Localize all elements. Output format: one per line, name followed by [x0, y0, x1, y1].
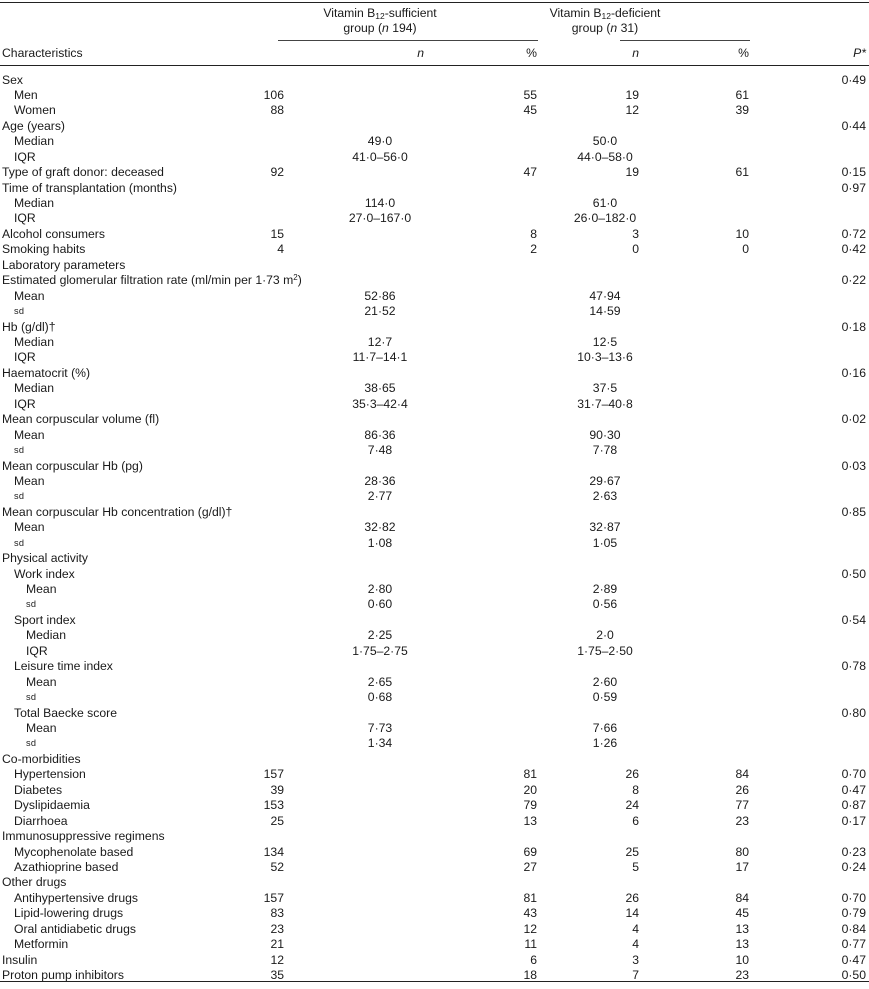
- group2-stat-cell: 1·26: [592, 736, 618, 751]
- group2-stat-cell: 1·05: [592, 535, 618, 550]
- group2-pct-cell: 84: [735, 767, 749, 782]
- group1-stat-cell: 12·7: [367, 334, 393, 349]
- p-value-cell: 0·17: [841, 813, 866, 828]
- group2-pct-cell: 26: [735, 782, 749, 797]
- table-row: [0, 273, 869, 288]
- p-value-cell: 0·42: [841, 242, 866, 257]
- group1-stat-cell: 21·52: [364, 304, 396, 319]
- group1-n-cell: 106: [263, 87, 284, 102]
- row-label: Haematocrit (%): [2, 365, 91, 380]
- row-label: Physical activity: [2, 551, 89, 566]
- table-row: [0, 814, 869, 829]
- row-label: Mean: [14, 427, 45, 442]
- group1-stat-cell: 0·60: [367, 597, 393, 612]
- group2-n-cell: 5: [632, 859, 639, 874]
- table-row: [0, 73, 869, 88]
- row-label: Mean: [14, 288, 45, 303]
- table-row: [0, 366, 869, 381]
- row-label: Median: [14, 381, 54, 396]
- table-top-rule: [0, 2, 869, 3]
- group1-pct-cell: 2: [530, 242, 537, 257]
- group1-stat-cell: 35·3–42·4: [352, 396, 408, 411]
- pct-header-2: %: [738, 46, 749, 60]
- group1-stat-cell: 1·34: [367, 736, 393, 751]
- group1-stat-cell: 52·86: [364, 288, 396, 303]
- group1-stat-cell: 41·0–56·0: [352, 149, 408, 164]
- row-label: Laboratory parameters: [2, 257, 126, 272]
- group1-pct-cell: 27: [523, 859, 537, 874]
- row-label: Insulin: [2, 952, 38, 967]
- group2-stat-cell: 90·30: [589, 427, 621, 442]
- group1-n-cell: 12: [270, 952, 284, 967]
- table-row: [0, 783, 869, 798]
- row-label: Mean: [26, 720, 57, 735]
- table-row: [0, 891, 869, 906]
- group1-pct-cell: 13: [523, 813, 537, 828]
- group2-n-cell: 4: [632, 921, 639, 936]
- group1-stat-cell: 1·75–2·75: [352, 643, 408, 658]
- group1-n-cell: 52: [270, 859, 284, 874]
- row-label: sd: [26, 738, 37, 749]
- row-label: sd: [26, 599, 37, 610]
- p-value-cell: 0·16: [841, 365, 866, 380]
- group2-n-cell: 24: [625, 798, 639, 813]
- group1-pct-cell: 12: [523, 921, 537, 936]
- group1-n-cell: 35: [270, 968, 284, 983]
- p-value-cell: 0·15: [841, 165, 866, 180]
- group2-stat-cell: 50·0: [592, 134, 618, 149]
- group2-stat-cell: 1·75–2·50: [577, 643, 633, 658]
- group1-pct-cell: 8: [530, 226, 537, 241]
- table-row: [0, 860, 869, 875]
- row-label: IQR: [14, 211, 36, 226]
- group2-n-cell: 4: [632, 937, 639, 952]
- group2-n-cell: 8: [632, 782, 639, 797]
- row-label: Total Baecke score: [14, 705, 117, 720]
- group1-pct-cell: 11: [524, 937, 537, 952]
- row-label: Men: [14, 87, 38, 102]
- table-row: [0, 165, 869, 180]
- table-row: [0, 937, 869, 952]
- row-label: sd: [26, 692, 37, 703]
- group1-n-cell: 134: [263, 844, 284, 859]
- table-row: [0, 752, 869, 767]
- group2-pct-cell: 10: [735, 226, 749, 241]
- group2-n-cell: 19: [625, 165, 639, 180]
- table-bottom-rule: [0, 981, 869, 982]
- group1-header: Vitamin $B_{12}$-sufficient group (n 194): [323, 6, 437, 35]
- p-value-cell: 0·54: [841, 612, 866, 627]
- table-row: [0, 211, 869, 226]
- p-value-cell: 0·49: [841, 72, 866, 87]
- group1-stat-cell: 28·36: [364, 473, 396, 488]
- row-label: Age (years): [2, 118, 65, 133]
- table-row: [0, 736, 869, 751]
- table-row: [0, 798, 869, 813]
- group2-n-cell: 3: [632, 226, 639, 241]
- row-label: Immunosuppressive regimens: [2, 829, 165, 844]
- p-value-cell: 0·84: [841, 921, 866, 936]
- row-label: Hb (g/dl)†: [2, 319, 56, 334]
- row-label: Sport index: [14, 612, 76, 627]
- row-label: Alcohol consumers: [2, 226, 105, 241]
- row-label: Estimated glomerular filtration rate (ml/min per 1·73 $m^2$): [2, 273, 302, 288]
- table-row: [0, 520, 869, 535]
- table-row: [0, 258, 869, 273]
- group2-stat-cell: 26·0–182·0: [573, 211, 637, 226]
- group2-pct-cell: 23: [735, 968, 749, 983]
- group2-n-cell: 7: [632, 968, 639, 983]
- group1-n-cell: 157: [263, 767, 284, 782]
- table-row: [0, 675, 869, 690]
- p-value-cell: 0·80: [841, 705, 866, 720]
- pct-header-1: %: [526, 46, 537, 60]
- p-value-cell: 0·85: [841, 504, 866, 519]
- table-row: [0, 690, 869, 705]
- group2-stat-cell: 2·0: [596, 628, 614, 643]
- group1-stat-cell: 2·77: [367, 489, 393, 504]
- table-row: [0, 304, 869, 319]
- header-bottom-rule: [0, 65, 869, 66]
- row-label: Mean corpuscular Hb concentration (g/dl)†: [2, 504, 233, 519]
- row-label: Mean: [14, 473, 45, 488]
- table-row: [0, 350, 869, 365]
- row-label: IQR: [14, 149, 36, 164]
- table-row: [0, 922, 869, 937]
- group2-header: Vitamin $B_{12}$-deficient group (n 31): [549, 6, 661, 35]
- table-row: [0, 767, 869, 782]
- table-row: [0, 875, 869, 890]
- table-row: [0, 397, 869, 412]
- group1-stat-cell: 2·65: [367, 674, 393, 689]
- group1-n-cell: 88: [270, 103, 284, 118]
- group1-pct-cell: 81: [523, 890, 537, 905]
- table-row: [0, 181, 869, 196]
- group2-stat-cell: 29·67: [589, 473, 621, 488]
- group2-pct-cell: 39: [735, 103, 749, 118]
- group2-pct-cell: 61: [735, 165, 749, 180]
- table-row: [0, 474, 869, 489]
- group1-n-cell: 39: [270, 782, 284, 797]
- table-row: [0, 335, 869, 350]
- p-value-cell: 0·47: [841, 952, 866, 967]
- group2-pct-cell: 77: [735, 798, 749, 813]
- row-label: Antihypertensive drugs: [14, 890, 138, 905]
- group1-stat-cell: 0·68: [367, 690, 393, 705]
- group2-stat-cell: 2·89: [592, 582, 618, 597]
- group1-n-cell: 83: [270, 906, 284, 921]
- table-row: [0, 428, 869, 443]
- group2-stat-cell: 47·94: [589, 288, 621, 303]
- group1-pct-cell: 47: [523, 165, 537, 180]
- table-row: [0, 582, 869, 597]
- group2-n-cell: 3: [632, 952, 639, 967]
- n-header-2: n: [632, 46, 639, 60]
- group1-n-cell: 15: [270, 226, 284, 241]
- p-value-cell: 0·87: [841, 798, 866, 813]
- group1-pct-cell: 18: [523, 968, 537, 983]
- table-row: [0, 567, 869, 582]
- group2-n-cell: 25: [625, 844, 639, 859]
- p-value-cell: 0·77: [841, 937, 866, 952]
- table-row: [0, 628, 869, 643]
- group2-stat-cell: 37·5: [592, 381, 618, 396]
- table-row: [0, 196, 869, 211]
- group1-pct-cell: 20: [523, 782, 537, 797]
- table-row: [0, 227, 869, 242]
- table-row: [0, 119, 869, 134]
- group2-pct-cell: 10: [735, 952, 749, 967]
- group1-stat-cell: 1·08: [367, 535, 393, 550]
- row-label: Metformin: [14, 937, 69, 952]
- table-row: [0, 505, 869, 520]
- row-label: Median: [14, 334, 54, 349]
- table-row: [0, 644, 869, 659]
- group1-stat-cell: 11·7–14·1: [352, 350, 408, 365]
- row-label: Women: [14, 103, 56, 118]
- group1-n-cell: 4: [277, 242, 284, 257]
- group2-n-cell: 14: [625, 906, 639, 921]
- group1-pct-cell: 43: [523, 906, 537, 921]
- group2-n-cell: 12: [625, 103, 639, 118]
- table-row: [0, 597, 869, 612]
- group1-stat-cell: 32·82: [364, 520, 396, 535]
- row-label: Mycophenolate based: [14, 844, 134, 859]
- p-value-cell: 0·70: [841, 767, 866, 782]
- table-row: [0, 721, 869, 736]
- group1-stat-cell: 2·25: [367, 628, 393, 643]
- p-value-cell: 0·02: [841, 412, 866, 427]
- row-label: Median: [14, 134, 54, 149]
- row-label: Mean: [26, 674, 57, 689]
- row-label: Median: [14, 196, 54, 211]
- row-label: Mean: [14, 520, 45, 535]
- table-row: [0, 412, 869, 427]
- table-row: [0, 134, 869, 149]
- row-label: Other drugs: [2, 875, 67, 890]
- group2-pct-cell: 61: [735, 87, 749, 102]
- p-value-cell: 0·50: [841, 968, 866, 983]
- group2-stat-cell: 7·66: [592, 720, 618, 735]
- group1-stat-cell: 114·0: [364, 196, 396, 211]
- row-label: Co-morbidities: [2, 751, 81, 766]
- group2-stat-cell: 12·5: [592, 334, 618, 349]
- group2-pct-cell: 17: [735, 859, 749, 874]
- table-row: [0, 829, 869, 844]
- row-label: Sex: [2, 72, 24, 87]
- group1-pct-cell: 81: [523, 767, 537, 782]
- p-value-cell: 0·44: [841, 118, 866, 133]
- group1-pct-cell: 45: [523, 103, 537, 118]
- group2-pct-cell: 80: [735, 844, 749, 859]
- row-label: Type of graft donor: deceased: [2, 165, 164, 180]
- group1-stat-cell: 7·48: [367, 443, 393, 458]
- row-label: Dyslipidaemia: [14, 798, 90, 813]
- group1-stat-cell: 7·73: [367, 720, 393, 735]
- group1-n-cell: 23: [270, 921, 284, 936]
- group2-stat-cell: 2·60: [592, 674, 618, 689]
- group2-stat-cell: 7·78: [592, 443, 618, 458]
- table-row: [0, 381, 869, 396]
- table-row: [0, 289, 869, 304]
- row-label: Leisure time index: [14, 659, 113, 674]
- table-row: [0, 320, 869, 335]
- group2-stat-cell: 14·59: [589, 304, 621, 319]
- group1-pct-cell: 69: [523, 844, 537, 859]
- group2-stat-cell: 0·59: [592, 690, 618, 705]
- p-value-cell: 0·22: [841, 273, 866, 288]
- group2-stat-cell: 2·63: [592, 489, 618, 504]
- table-row: [0, 443, 869, 458]
- table-row: [0, 953, 869, 968]
- row-label: sd: [14, 306, 25, 317]
- group1-stat-cell: 38·65: [364, 381, 396, 396]
- row-label: Mean corpuscular Hb (pg): [2, 458, 143, 473]
- table-row: [0, 150, 869, 165]
- row-label: IQR: [26, 643, 48, 658]
- group1-n-cell: 21: [270, 937, 284, 952]
- row-label: Work index: [14, 566, 75, 581]
- row-label: Time of transplantation (months): [2, 180, 177, 195]
- n-header-1: n: [417, 46, 424, 60]
- table-row: [0, 489, 869, 504]
- characteristics-header: Characteristics: [2, 46, 83, 60]
- group1-stat-cell: 49·0: [367, 134, 393, 149]
- row-label: Diarrhoea: [14, 813, 68, 828]
- group2-stat-cell: 31·7–40·8: [577, 396, 633, 411]
- p-value-header: P*: [853, 46, 866, 60]
- row-label: Smoking habits: [2, 242, 86, 257]
- table-row: [0, 551, 869, 566]
- p-value-cell: 0·23: [841, 844, 866, 859]
- row-label: IQR: [14, 350, 36, 365]
- group1-n-cell: 25: [270, 813, 284, 828]
- p-value-cell: 0·18: [841, 319, 866, 334]
- group2-header-rule: [620, 40, 750, 41]
- p-value-cell: 0·97: [841, 180, 866, 195]
- row-label: sd: [14, 445, 25, 456]
- group1-header-rule: [278, 40, 538, 41]
- table-row: [0, 242, 869, 257]
- row-label: Lipid-lowering drugs: [14, 906, 124, 921]
- p-value-cell: 0·79: [841, 906, 866, 921]
- table-row: [0, 613, 869, 628]
- p-value-cell: 0·03: [841, 458, 866, 473]
- group1-stat-cell: 86·36: [364, 427, 396, 442]
- group2-pct-cell: 45: [735, 906, 749, 921]
- table-row: [0, 459, 869, 474]
- row-label: Median: [26, 628, 66, 643]
- group1-pct-cell: 79: [523, 798, 537, 813]
- group2-n-cell: 19: [625, 87, 639, 102]
- group1-pct-cell: 6: [530, 952, 537, 967]
- table-row: [0, 88, 869, 103]
- group2-n-cell: 0: [632, 242, 639, 257]
- row-label: Proton pump inhibitors: [2, 968, 124, 983]
- group2-pct-cell: 84: [735, 890, 749, 905]
- table-row: [0, 103, 869, 118]
- group1-pct-cell: 55: [523, 87, 537, 102]
- row-label: sd: [14, 491, 25, 502]
- p-value-cell: 0·70: [841, 890, 866, 905]
- row-label: Mean corpuscular volume (fl): [2, 412, 160, 427]
- group1-stat-cell: 2·80: [367, 582, 393, 597]
- p-value-cell: 0·78: [841, 659, 866, 674]
- group2-pct-cell: 0: [742, 242, 749, 257]
- group1-stat-cell: 27·0–167·0: [348, 211, 412, 226]
- group2-n-cell: 6: [632, 813, 639, 828]
- row-label: Mean: [26, 582, 57, 597]
- group2-stat-cell: 0·56: [592, 597, 618, 612]
- group1-n-cell: 92: [270, 165, 284, 180]
- group2-n-cell: 26: [625, 890, 639, 905]
- table-row: [0, 906, 869, 921]
- p-value-cell: 0·47: [841, 782, 866, 797]
- group2-pct-cell: 13: [735, 921, 749, 936]
- group2-stat-cell: 10·3–13·6: [577, 350, 633, 365]
- group2-stat-cell: 32·87: [589, 520, 621, 535]
- p-value-cell: 0·72: [841, 226, 866, 241]
- p-value-cell: 0·50: [841, 566, 866, 581]
- row-label: sd: [14, 537, 25, 548]
- group2-stat-cell: 44·0–58·0: [577, 149, 633, 164]
- table-row: [0, 659, 869, 674]
- table-row: [0, 706, 869, 721]
- row-label: Hypertension: [14, 767, 86, 782]
- group2-n-cell: 26: [625, 767, 639, 782]
- group1-n-cell: 153: [263, 798, 284, 813]
- p-value-cell: 0·24: [841, 859, 866, 874]
- group2-pct-cell: 23: [735, 813, 749, 828]
- row-label: Diabetes: [14, 782, 63, 797]
- table-row: [0, 845, 869, 860]
- table-row: [0, 536, 869, 551]
- row-label: IQR: [14, 396, 36, 411]
- row-label: Oral antidiabetic drugs: [14, 921, 136, 936]
- group1-n-cell: 157: [263, 890, 284, 905]
- group2-pct-cell: 13: [735, 937, 749, 952]
- row-label: Azathioprine based: [14, 859, 119, 874]
- group2-stat-cell: 61·0: [592, 196, 618, 211]
